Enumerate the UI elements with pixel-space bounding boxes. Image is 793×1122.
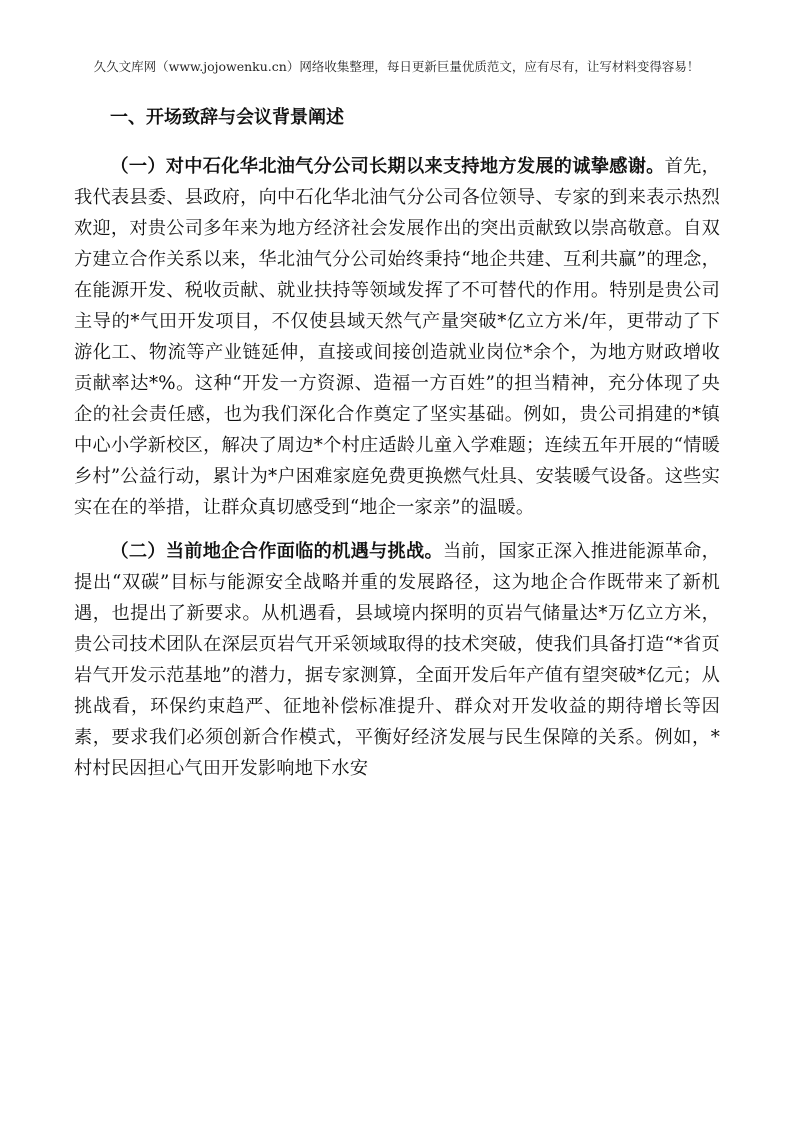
paragraph-2-lead: （二）当前地企合作面临的机遇与挑战。 bbox=[110, 541, 443, 562]
document-body bbox=[74, 151, 720, 797]
paragraph-1-body: 首先，我代表县委、县政府，向中石化华北油气分公司各位领导、专家的到来表示热烈欢迎，对贵公司多年来为地方经济社会发展作出的突出贡献致以崇高敬意。自双方建立合作关系以来，华北油气分公司始终秉持“地企共建、互利共赢”的理念，在能源开发、税收贡献、就业扶持等领域发挥了不可替代的作用。特别是贵公司主导的*气田开发项目，不仅使县域天然气产量突破*亿立方米/年，更带动了下游化工、物流等产业链延伸，直接或间接创造就业岗位*余个，为地方财政增收贡献率达*%。这种“开发一方资源、造福一方百姓”的担当精神，充分体现了央企的社会责任感，也为我们深化合作奠定了坚实基础。例如，贵公司捐建的*镇中心小学新校区，解决了周边*个村庄适龄儿童入学难题；连续五年开展的“情暖乡村”公益行动，累计为*户困难家庭免费更换燃气灶具、安装暖气设备。这些实实在在的举措，让群众真切感受到“地企一家亲”的温暖。 bbox=[74, 156, 721, 518]
header-note: 久久文库网（www.jojowenku.cn）网络收集整理，每日更新巨量优质范文，应有尽有，让写材料变得容易！ bbox=[93, 59, 700, 74]
paragraph-2 bbox=[74, 536, 720, 784]
paragraph-2-body: 当前，国家正深入推进能源革命，提出“双碳”目标与能源安全战略并重的发展路径，这为地企合作既带来了新机遇，也提出了新要求。从机遇看，县域境内探明的页岩气储量达*万亿立方米，贵公司技术团队在深层页岩气开采领域取得的技术突破，使我们具备打造“*省页岩气开发示范基地”的潜力，据专家测算，全面开发后年产值有望突破*亿元；从挑战看，环保约束趋严、征地补偿标准提升、群众对开发收益的期待增长等因素，要求我们必须创新合作模式，平衡好经济发展与民生保障的关系。例如，*村村民因担心气田开发影响地下水安 bbox=[74, 541, 720, 779]
section-heading: 一、开场致辞与会议背景阐述 bbox=[110, 107, 344, 128]
paragraph-1 bbox=[74, 151, 720, 523]
paragraph-1-lead: （一）对中石化华北油气分公司长期以来支持地方发展的诚挚感谢。 bbox=[110, 156, 665, 177]
